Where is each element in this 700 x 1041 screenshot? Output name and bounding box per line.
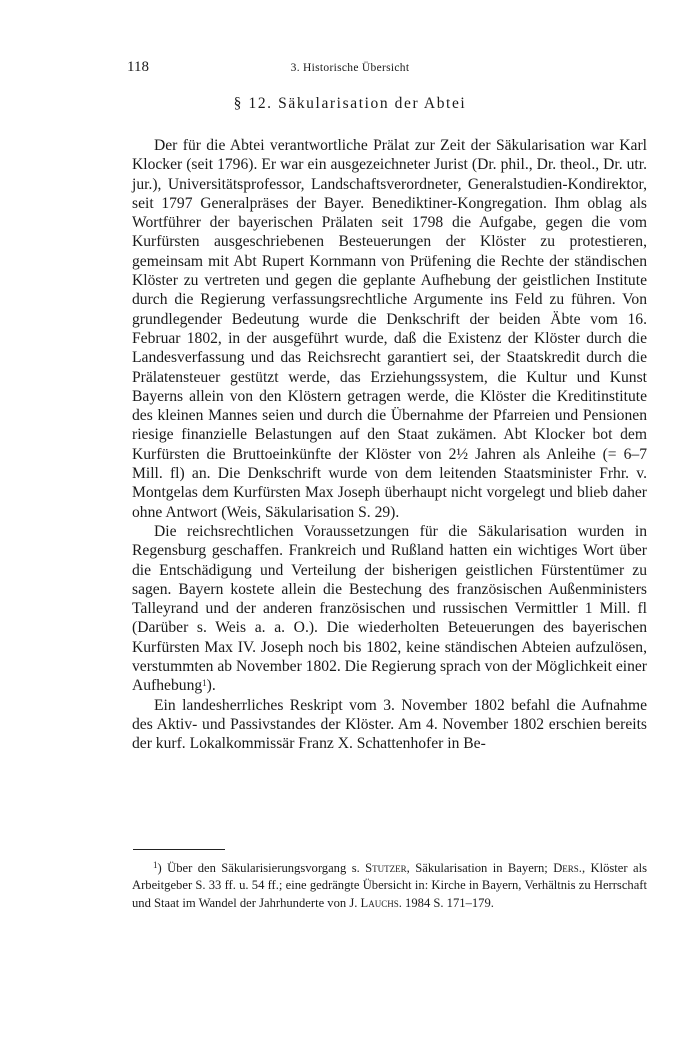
paragraph-2-tail: ).: [206, 677, 216, 695]
paragraph-3: Ein landesherrliches Reskript vom 3. November 1802 befahl die Aufnahme des Aktiv- und Passivstandes der Klöster. Am 4. November 1802 erschien bereits der kurf. Lokalkommissär Franz X. Schattenhofer in Be-: [132, 696, 647, 753]
footnote-reference[interactable]: 1: [202, 678, 207, 689]
paragraph-2-text: Die reichsrechtlichen Voraussetzungen für die Säkularisation wurden in Regensburg geschaffen. Frankreich und Rußland hatten ein wichtiges Wort über die Entschädigung und Verteilung der bisherigen geistlichen Fürstentümer zu sagen. Bayern kostete allein die Bestechung des französischen Außenministers Talleyrand und der anderen französischen und russischen Vermittler 1 Mill. fl (Darüber s. Weis a. a. O.). Die wiederholten Beteuerungen des bayerischen Kurfürsten Max IV. Joseph noch bis 1802, keine ständischen Abteien aufzulösen, verstummten ab November 1802. Die Regierung sprach von der Möglichkeit einer Aufhebung: [132, 522, 647, 695]
author-name-ders: Ders.: [553, 861, 582, 875]
body-text: [132, 136, 647, 754]
page-number: 118: [127, 59, 149, 75]
paragraph-1: Der für die Abtei verantwortliche Prälat zur Zeit der Säkularisation war Karl Klocker (seit 1796). Er war ein ausgezeichneter Jurist (Dr. phil., Dr. theol., Dr. utr. jur.), Universitätsprofessor, Landschaftsverordneter, Generalstudien-Kondirektor, seit 1797 Generalpräses der Bayer. Benediktiner-Kongregation. Ihm oblag als Wortführer der bayerischen Prälaten seit 1798 die Aufgabe, gegen die vom Kurfürsten ausgeschriebenen Besteuerungen der Klöster zu protestieren, gemeinsam mit Abt Rupert Kornmann von Prüfening die Rechte der ständischen Klöster zu vertreten und gegen die geplante Aufhebung der geistlichen Institute durch die Regierung verfassungsrechtliche Argumente ins Feld zu führen. Von grundlegender Bedeutung wurde die Denkschrift der beiden Äbte vom 16. Februar 1802, in der ausgeführt wurde, daß die Existenz der Klöster durch die Landesverfassung und das Reichsrecht garantiert sei, der Staatskredit durch die Prälatensteuer gestützt werde, das Erziehungssystem, die Kultur und Kunst Bayerns allein von den Klöstern getragen werde, die Klöster die Kreditinstitute des kleinen Mannes seien und durch die Übernahme der Pfarreien und Pensionen riesige finanzielle Belastungen auf den Staat zukämen. Abt Klocker bot dem Kurfürsten die Bruttoeinkünfte der Klöster von 2½ Jahren als Anleihe (= 6–7 Mill. fl) an. Die Denkschrift wurde von dem leitenden Staatsminister Frhr. v. Montgelas dem Kurfürsten Max Joseph überhaupt nicht vorgelegt und blieb daher ohne Antwort (Weis, Säkularisation S. 29).: [132, 137, 647, 521]
footnote-text-1: Über den Säkularisierungsvorgang s.: [167, 861, 366, 875]
footnote-divider: [133, 849, 225, 850]
footnote-text-4: . 1984 S. 171–179.: [398, 895, 494, 910]
author-name-stutzer: Stutzer: [365, 861, 407, 875]
footnote-text-3: , Klöster als Arbeitgeber S. 33 ff. u. 54 ff.; eine gedrängte Übersicht in: Kirche in Bayern, Verhältnis zu Herrschaft und Staat im Wandel der Jahrhunderte von J.: [132, 861, 647, 910]
footnote-1: $^1$) Über den Säkularisierungsvorgang s. Stutzer, Säkularisation in Bayern; Ders., Klöster als Arbeitgeber S. 33 ff. u. 54 ff.; eine gedrängte Übersicht in: Kirche in Bayern, Verhältnis zu Herrschaft und Staat im Wandel der Jahrhunderte von J. Lauchs. 1984 S. 171–179.: [132, 860, 647, 910]
section-title: § 12. Säkularisation der Abtei: [233, 95, 467, 112]
paragraph-2: [132, 522, 647, 696]
footnote-text-2: , Säkularisation in Bayern;: [406, 861, 554, 875]
author-name-lauchs: Lauchs: [360, 895, 399, 910]
running-head: 3. Historische Übersicht: [290, 62, 410, 74]
footnote: [132, 860, 647, 912]
footnote-marker: 1: [153, 860, 158, 870]
